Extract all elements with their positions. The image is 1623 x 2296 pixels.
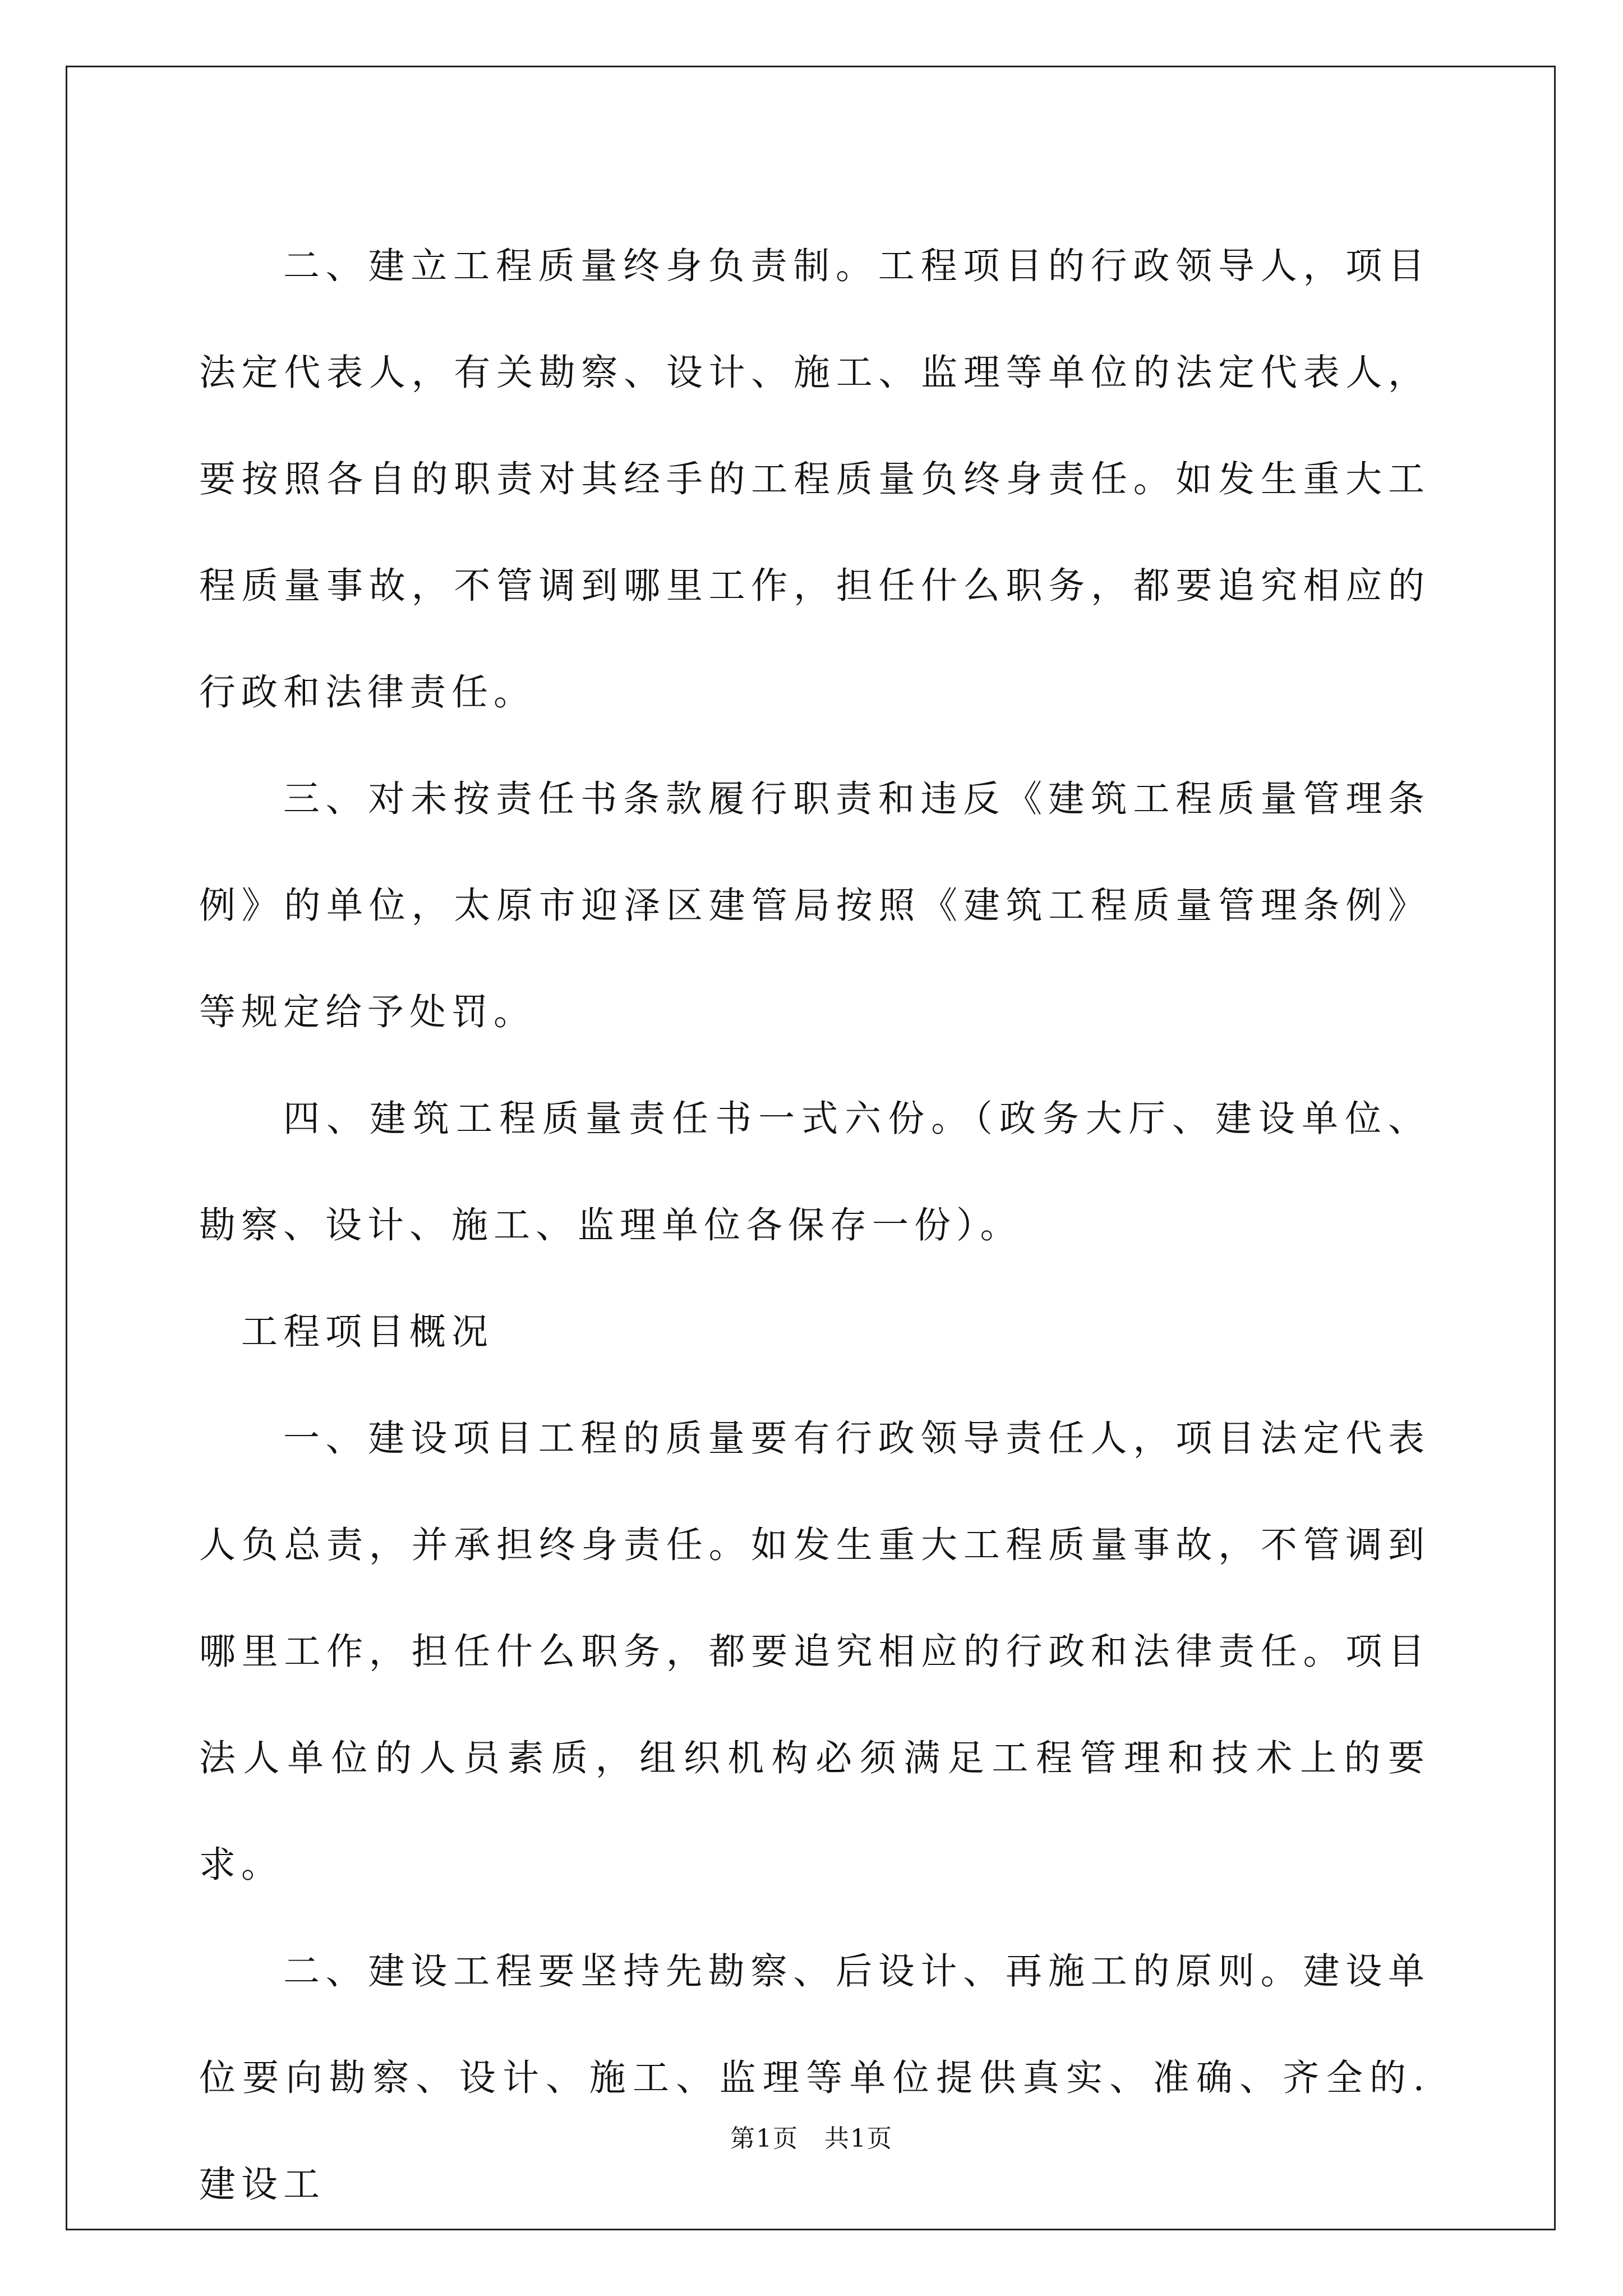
- paragraph-survey-design-construction: 二、建设工程要坚持先勘察、后设计、再施工的原则。建设单位要向勘察、设计、施工、监理等单位提供真实、准确、齐全的.建设工: [199, 1950, 1430, 2206]
- paragraph-copies: 四、建筑工程质量责任书一式六份。（政务大厅、建设单位、勘察、设计、施工、监理单位各保存一份）。: [199, 1098, 1430, 1246]
- section-heading-project-overview: 工程项目概况: [241, 1311, 494, 1353]
- paragraph-penalties: 三、对未按责任书条款履行职责和违反《建筑工程质量管理条例》的单位，太原市迎泽区建管局按照《建筑工程质量管理条例》等规定给予处罚。: [199, 778, 1430, 1033]
- document-body: [199, 213, 1430, 2238]
- paragraph-lifetime-responsibility: 二、建立工程质量终身负责制。工程项目的行政领导人，项目法定代表人，有关勘察、设计、施工、监理等单位的法定代表人，要按照各自的职责对其经手的工程质量负终身责任。如发生重大工程质量事故，不管调到哪里工作，担任什么职务，都要追究相应的行政和法律责任。: [199, 245, 1430, 714]
- paragraph-administrative-leader: 一、建设项目工程的质量要有行政领导责任人，项目法定代表人负总责，并承担终身责任。如发生重大工程质量事故，不管调到哪里工作，担任什么职务，都要追究相应的行政和法律责任。项目法人单位的人员素质，组织机构必须满足工程管理和技术上的要求。: [199, 1418, 1430, 1886]
- page-footer: 第1页 共1页: [730, 2124, 893, 2153]
